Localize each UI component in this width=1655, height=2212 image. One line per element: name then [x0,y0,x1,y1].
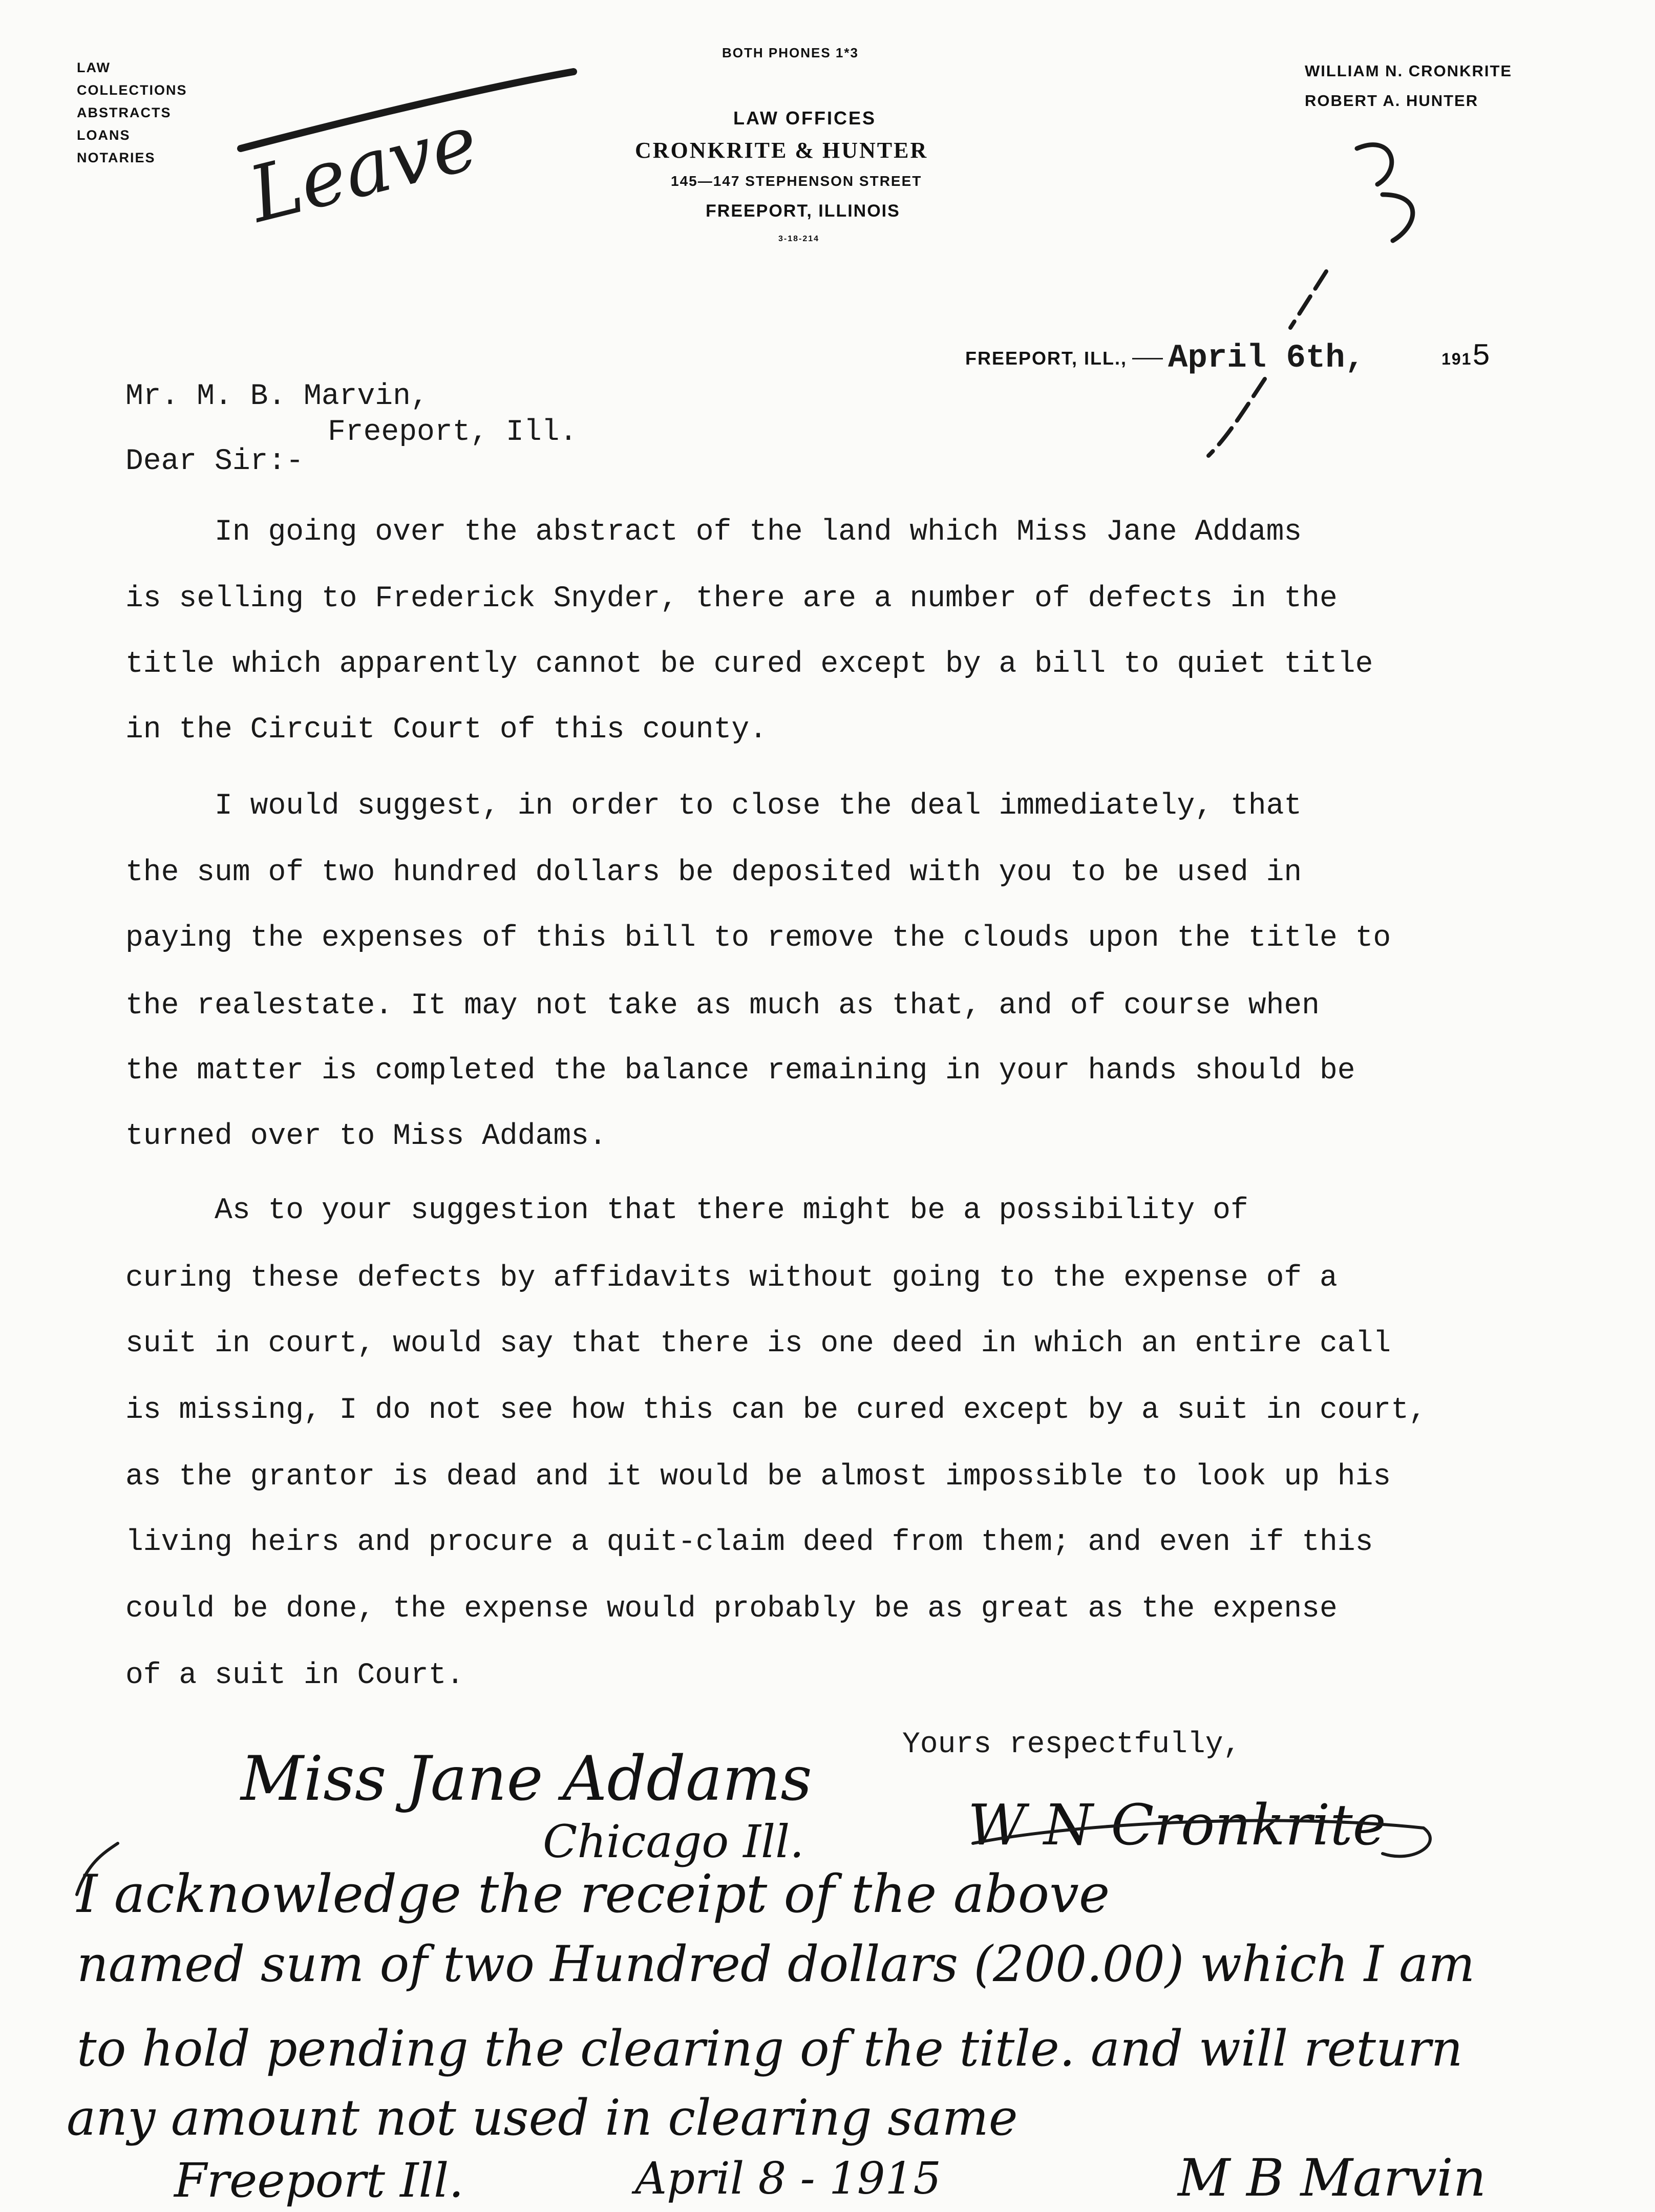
dateline-year-digit: 5 [1472,339,1492,374]
body-line: In going over the abstract of the land which Miss Jane Addams [125,516,1302,549]
handwritten-ack-line-3: to hold pending the clearing of the title. and will return [77,2020,1463,2077]
salutation: Dear Sir:- [125,445,304,478]
top-right-pen-mark [1357,145,1413,241]
body-line: as the grantor is dead and it would be almost impossible to look up his [125,1460,1391,1494]
letterhead-phones: BOTH PHONES 1*3 [722,45,859,60]
letterhead-offices-label: LAW OFFICES [733,108,876,129]
body-line: curing these defects by affidavits without going to the expense of a [125,1262,1338,1295]
service-loans: LOANS [77,127,131,143]
dateline [965,339,1491,377]
handwritten-ack-line-2: named sum of two Hundred dollars (200.00) which I am [77,1936,1475,1993]
dateline-date: April 6th, [1168,340,1365,377]
body-line: I would suggest, in order to close the deal immediately, that [125,790,1302,823]
body-line: paying the expenses of this bill to remove the clouds upon the title to [125,922,1391,955]
letterhead-union-mark: 3-18-214 [778,235,820,243]
body-line: turned over to Miss Addams. [125,1120,607,1153]
handwritten-ack-line-4: any amount not used in clearing same [67,2089,1018,2146]
closing: Yours respectfully, [902,1728,1241,1761]
partner-hunter: ROBERT A. HUNTER [1305,92,1479,110]
letterhead-street: 145—147 STEPHENSON STREET [671,173,922,189]
address-line-2: Freeport, Ill. [328,416,578,449]
body-line: title which apparently cannot be cured except by a bill to quiet title [125,648,1373,681]
signature-cronkrite: W N Cronkrite [968,1792,1386,1858]
handwritten-top-note: Leave [241,97,487,240]
handwritten-ack-line-1: I acknowledge the receipt of the above [77,1864,1110,1925]
body-line: suit in court, would say that there is one deed in which an entire call [125,1327,1391,1360]
handwritten-place: Freeport Ill. [174,2153,464,2208]
dateline-year-prefix: 191 [1441,350,1472,368]
body-line: could be done, the expense would probably be as great as the expense [125,1592,1338,1626]
handwritten-recipient-name: Miss Jane Addams [241,1743,812,1815]
body-line: is selling to Frederick Snyder, there are a number of defects in the [125,582,1338,615]
dateline-place: FREEPORT, ILL., [965,348,1128,369]
partner-cronkrite: WILLIAM N. CRONKRITE [1305,62,1513,80]
dateline-rule [1132,358,1163,359]
address-line-1: Mr. M. B. Marvin, [125,380,429,413]
body-line: is missing, I do not see how this can be cured except by a suit in court, [125,1394,1427,1427]
body-line: the sum of two hundred dollars be deposited with you to be used in [125,856,1302,889]
letterhead-partners [1305,56,1512,116]
body-line: of a suit in Court. [125,1659,464,1692]
letterhead-city: FREEPORT, ILLINOIS [706,201,900,221]
body-line: the matter is completed the balance remaining in your hands should be [125,1054,1355,1088]
body-line: living heirs and procure a quit-claim deed from them; and even if this [125,1526,1373,1559]
service-abstracts: ABSTRACTS [77,105,172,120]
service-notaries: NOTARIES [77,150,156,165]
signature-marvin: M B Marvin [1178,2148,1487,2208]
body-line: the realestate. It may not take as much as that, and of course when [125,989,1320,1023]
letterhead-firm-name: CRONKRITE & HUNTER [635,138,928,163]
handwritten-date: April 8 - 1915 [635,2153,941,2204]
service-law: LAW [77,60,111,75]
body-line: As to your suggestion that there might be a possibility of [125,1194,1248,1227]
service-collections: COLLECTIONS [77,82,187,98]
body-line: in the Circuit Court of this county. [125,713,768,747]
handwritten-recipient-city: Chicago Ill. [543,1815,804,1868]
letterhead-services [77,56,187,169]
